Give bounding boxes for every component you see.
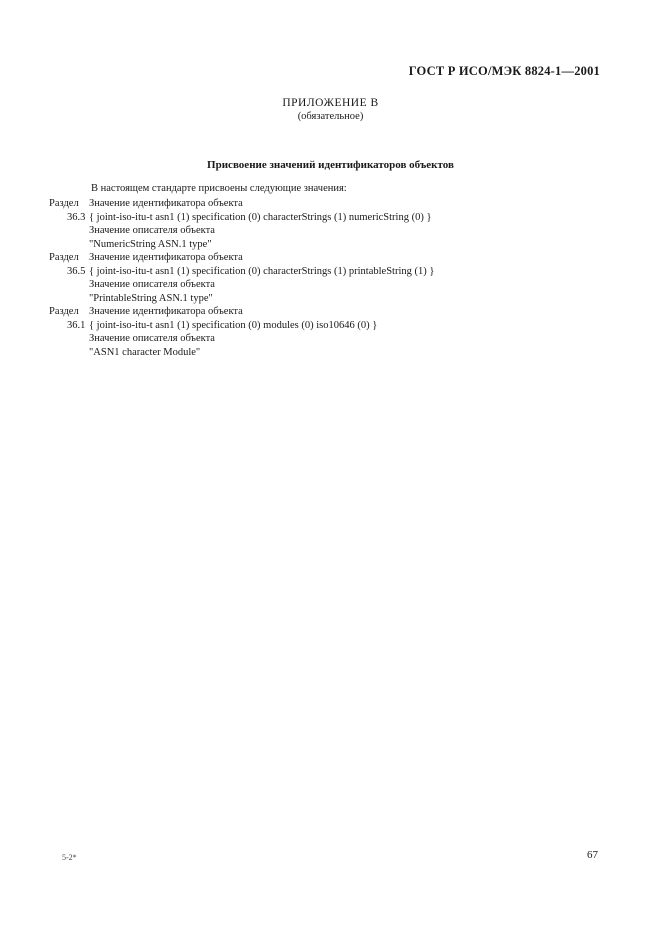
section-title: Присвоение значений идентификаторов объектов (207, 159, 454, 171)
entry (49, 197, 609, 251)
identifier-value: { joint-iso-itu-t asn1 (1) specification (0) modules (0) iso10646 (0) } (89, 319, 378, 331)
entry-descriptor-label-row (49, 278, 609, 292)
identifier-value: { joint-iso-itu-t asn1 (1) specification (0) characterStrings (1) printableString (1) } (89, 265, 435, 277)
entry-identifier-row (49, 211, 609, 225)
section-label: Раздел (49, 252, 79, 263)
page-number: 67 (587, 849, 598, 861)
appendix-subtitle: (обязательное) (297, 111, 364, 122)
identifier-label: Значение идентификатора объекта (89, 198, 243, 209)
entry-descriptor-label-row (49, 224, 609, 238)
section-number: 36.1 (67, 319, 86, 331)
entry (49, 251, 609, 305)
section-label: Раздел (49, 198, 79, 209)
entry (49, 305, 609, 359)
identifier-label: Значение идентификатора объекта (89, 306, 243, 317)
identifier-label: Значение идентификатора объекта (89, 252, 243, 263)
descriptor-label: Значение описателя объекта (89, 333, 215, 344)
entry-identifier-row (49, 319, 609, 333)
appendix-title: ПРИЛОЖЕНИЕ В (282, 97, 379, 109)
entry-descriptor-value-row (49, 346, 609, 360)
descriptor-label: Значение описателя объекта (89, 225, 215, 236)
section-label: Раздел (49, 306, 79, 317)
entry-header-row (49, 197, 609, 211)
entries-list (49, 197, 609, 359)
entry-header-row (49, 305, 609, 319)
descriptor-value: "NumericString ASN.1 type" (89, 238, 212, 250)
identifier-value: { joint-iso-itu-t asn1 (1) specification (0) characterStrings (1) numericString (0) } (89, 211, 432, 223)
descriptor-label: Значение описателя объекта (89, 279, 215, 290)
descriptor-value: "PrintableString ASN.1 type" (89, 292, 213, 304)
section-intro: В настоящем стандарте присвоены следующие значения: (91, 183, 347, 194)
entry-identifier-row (49, 265, 609, 279)
descriptor-value: "ASN1 character Module" (89, 346, 201, 358)
print-mark: 5-2* (62, 853, 77, 862)
entry-descriptor-value-row (49, 238, 609, 252)
entry-header-row (49, 251, 609, 265)
entry-descriptor-value-row (49, 292, 609, 306)
section-number: 36.5 (67, 265, 86, 277)
entry-descriptor-label-row (49, 332, 609, 346)
section-number: 36.3 (67, 211, 86, 223)
document-code-header: ГОСТ Р ИСО/МЭК 8824-1—2001 (408, 64, 600, 78)
